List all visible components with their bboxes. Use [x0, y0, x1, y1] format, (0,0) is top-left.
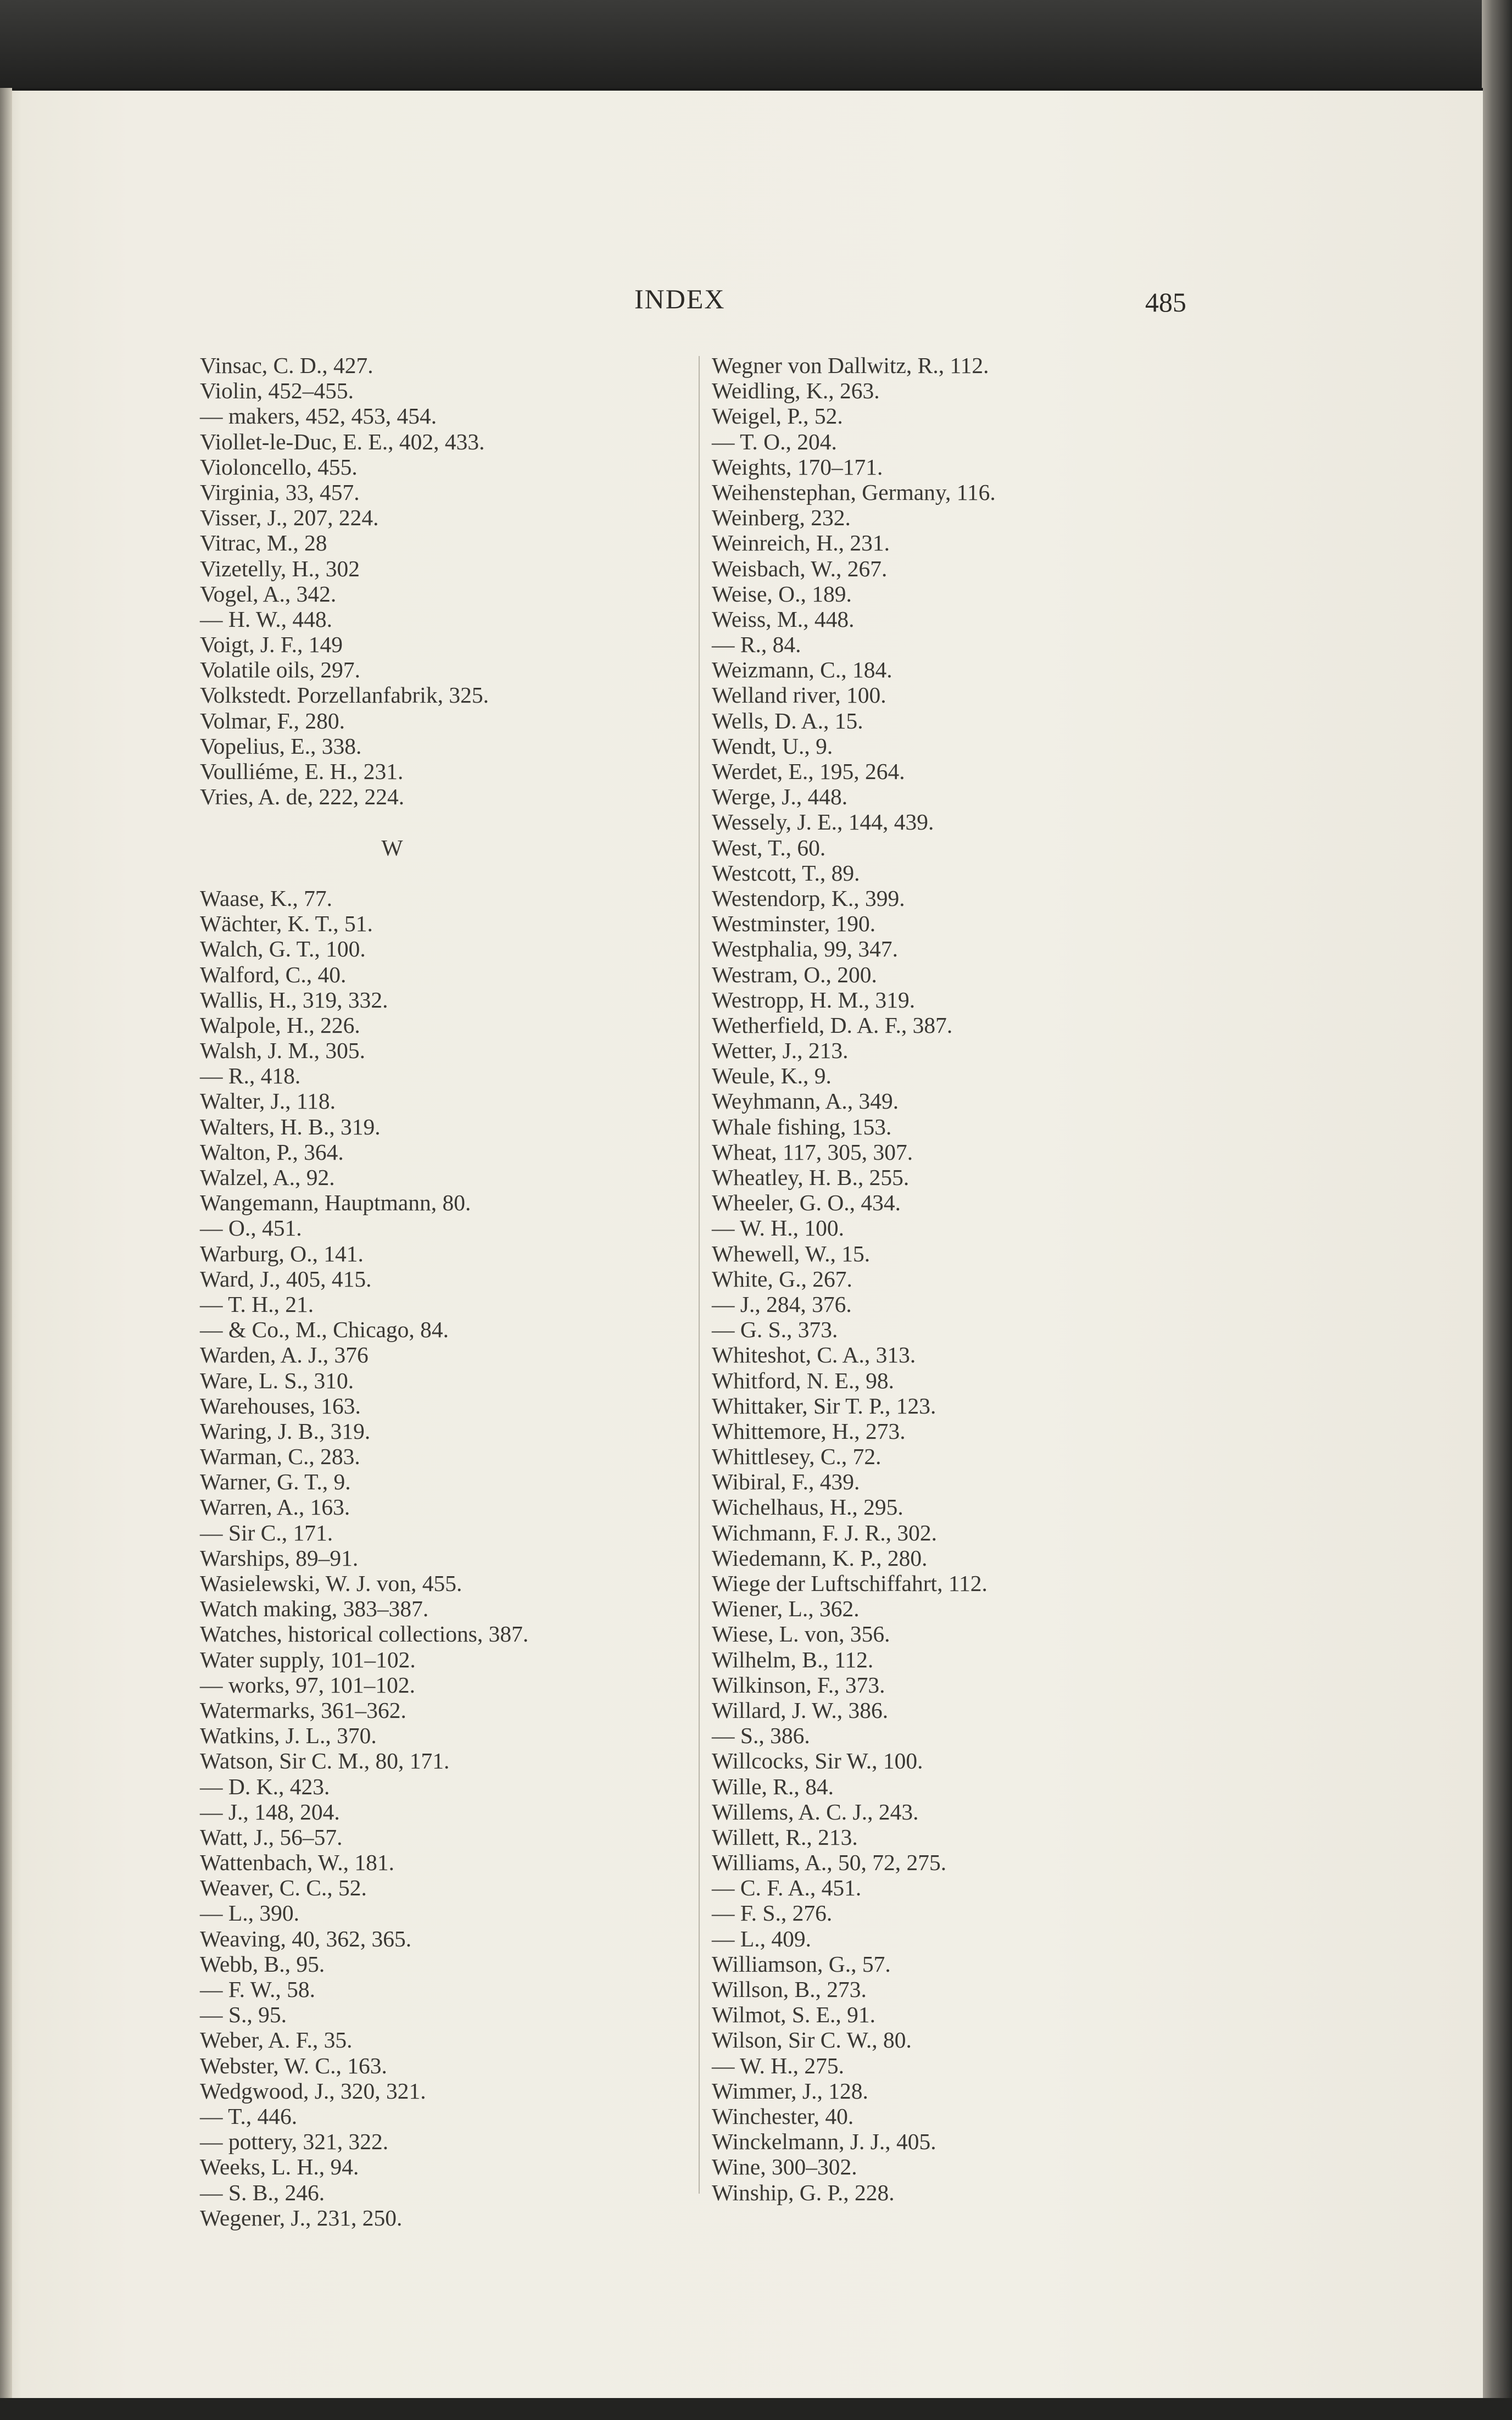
index-entry: — L., 409. [712, 1926, 811, 1951]
index-entry: — J., 148, 204. [200, 1799, 340, 1824]
index-entry: West, T., 60. [712, 835, 826, 860]
index-entry: Warehouses, 163. [200, 1393, 361, 1418]
index-entry: Werge, J., 448. [712, 784, 848, 810]
page-edges [1482, 0, 1512, 2420]
index-entry: — works, 97, 101–102. [200, 1672, 415, 1698]
index-entry: — O., 451. [200, 1215, 302, 1241]
index-entry: Violoncello, 455. [200, 454, 358, 480]
index-entry: Weisbach, W., 267. [712, 555, 888, 581]
index-entry: Voigt, J. F., 149 [200, 632, 343, 658]
column-divider [699, 356, 700, 2194]
index-entry: — makers, 452, 453, 454. [200, 403, 437, 429]
index-entry: Voulliéme, E. H., 231. [200, 759, 404, 784]
index-entry: Wegner von Dallwitz, R., 112. [712, 353, 989, 378]
index-entry: — T. H., 21. [200, 1291, 314, 1317]
index-entry: Walzel, A., 92. [200, 1165, 335, 1190]
index-entry: Virginia, 33, 457. [200, 479, 360, 505]
index-entry: Westphalia, 99, 347. [712, 936, 898, 962]
index-entry: Warman, C., 283. [200, 1444, 360, 1470]
index-entry: — C. F. A., 451. [712, 1875, 862, 1901]
index-entry: Volmar, F., 280. [200, 708, 345, 733]
index-entry: — R., 418. [200, 1063, 301, 1089]
index-entry: Wilkinson, F., 373. [712, 1672, 885, 1698]
index-entry: Willard, J. W., 386. [712, 1697, 889, 1723]
index-entry: — R., 84. [712, 632, 801, 658]
index-entry: Warren, A., 163. [200, 1494, 350, 1520]
index-entry: Watt, J., 56–57. [200, 1824, 343, 1850]
index-entry: Willson, B., 273. [712, 1977, 867, 2002]
index-entry: Wilmot, S. E., 91. [712, 2002, 876, 2028]
index-entry: Walch, G. T., 100. [200, 936, 366, 962]
index-entry: Weights, 170–171. [712, 454, 883, 480]
index-entry: Wimmer, J., 128. [712, 2078, 868, 2104]
index-entry: Willems, A. C. J., 243. [712, 1799, 919, 1824]
index-entry: Weyhmann, A., 349. [712, 1088, 899, 1114]
index-entry: Wheat, 117, 305, 307. [712, 1139, 913, 1165]
page-number: 485 [1145, 287, 1186, 318]
index-entry: Williams, A., 50, 72, 275. [712, 1850, 947, 1876]
index-entry: — S., 386. [712, 1723, 810, 1749]
index-entry: Wells, D. A., 15. [712, 708, 863, 733]
index-entry: Violin, 452–455. [200, 378, 354, 404]
book-cover-top [0, 0, 1512, 96]
index-entry: Wilhelm, B., 112. [712, 1646, 874, 1672]
index-column-right [712, 353, 1129, 2205]
index-entry: — L., 390. [200, 1900, 299, 1926]
index-entry: Walter, J., 118. [200, 1088, 336, 1114]
index-entry: Winchester, 40. [712, 2103, 854, 2129]
index-entry: Willcocks, Sir W., 100. [712, 1748, 923, 1774]
index-entry: Whiteshot, C. A., 313. [712, 1342, 916, 1368]
index-entry: Vizetelly, H., 302 [200, 555, 360, 581]
index-entry: Vries, A. de, 222, 224. [200, 784, 405, 810]
index-entry: — J., 284, 376. [712, 1291, 852, 1317]
index-entry: Walpole, H., 226. [200, 1012, 360, 1038]
index-entry: Weigel, P., 52. [712, 403, 843, 429]
index-entry: Weber, A. F., 35. [200, 2027, 353, 2053]
index-entry: Whittemore, H., 273. [712, 1418, 906, 1444]
index-entry: Wiedemann, K. P., 280. [712, 1545, 928, 1571]
index-entry: Walters, H. B., 319. [200, 1114, 381, 1139]
index-entry: Walsh, J. M., 305. [200, 1038, 365, 1064]
index-entry: Williamson, G., 57. [712, 1951, 891, 1977]
index-entry: — & Co., M., Chicago, 84. [200, 1317, 449, 1343]
index-entry: — G. S., 373. [712, 1317, 838, 1343]
index-entry: Whittaker, Sir T. P., 123. [712, 1393, 936, 1418]
index-entry: Wetherfield, D. A. F., 387. [712, 1012, 953, 1038]
index-entry: Visser, J., 207, 224. [200, 505, 379, 531]
index-entry: Vinsac, C. D., 427. [200, 353, 373, 378]
index-entry: — pottery, 321, 322. [200, 2129, 389, 2155]
index-entry: — F. S., 276. [712, 1900, 833, 1926]
index-entry: Wine, 300–302. [712, 2154, 857, 2180]
index-entry: Watson, Sir C. M., 80, 171. [200, 1748, 450, 1774]
section-letter-heading: W [381, 835, 403, 860]
index-entry: Warner, G. T., 9. [200, 1469, 351, 1495]
index-entry: Warburg, O., 141. [200, 1240, 364, 1266]
index-entry: Water supply, 101–102. [200, 1646, 416, 1672]
index-entry: Weiss, M., 448. [712, 606, 855, 632]
index-entry: Weaver, C. C., 52. [200, 1875, 367, 1901]
index-entry: Weihenstephan, Germany, 116. [712, 479, 996, 505]
index-entry: Weidling, K., 263. [712, 378, 880, 404]
index-entry: Wegener, J., 231, 250. [200, 2205, 403, 2230]
index-entry: Watermarks, 361–362. [200, 1697, 406, 1723]
index-entry: — H. W., 448. [200, 606, 332, 632]
index-entry: Watches, historical collections, 387. [200, 1621, 529, 1647]
index-entry: Walton, P., 364. [200, 1139, 344, 1165]
index-entry: — W. H., 100. [712, 1215, 844, 1241]
index-entry: — Sir C., 171. [200, 1520, 333, 1545]
index-entry: — T. O., 204. [712, 429, 837, 454]
index-entry: Westropp, H. M., 319. [712, 987, 916, 1012]
index-entry: Wille, R., 84. [712, 1773, 834, 1799]
index-entry: Viollet-le-Duc, E. E., 402, 433. [200, 429, 485, 454]
index-entry: — S. B., 246. [200, 2179, 325, 2205]
index-entry: Wessely, J. E., 144, 439. [712, 809, 934, 835]
index-entry: Welland river, 100. [712, 682, 886, 708]
index-entry: Winckelmann, J. J., 405. [712, 2129, 936, 2155]
index-entry: Volkstedt. Porzellanfabrik, 325. [200, 682, 489, 708]
index-entry: Waring, J. B., 319. [200, 1418, 371, 1444]
index-entry: Warden, A. J., 376 [200, 1342, 369, 1368]
index-entry: Warships, 89–91. [200, 1545, 359, 1571]
index-entry: — D. K., 423. [200, 1773, 330, 1799]
index-entry: Wilson, Sir C. W., 80. [712, 2027, 912, 2053]
index-entry: — S., 95. [200, 2002, 287, 2028]
index-entry: Weinreich, H., 231. [712, 530, 890, 556]
index-entry: Watch making, 383–387. [200, 1596, 429, 1622]
index-entry: Westcott, T., 89. [712, 860, 860, 886]
index-entry: Wasielewski, W. J. von, 455. [200, 1571, 462, 1596]
page-title: INDEX [634, 283, 726, 314]
index-entry: Whale fishing, 153. [712, 1114, 892, 1139]
index-entry: Westram, O., 200. [712, 961, 877, 987]
index-entry: Walford, C., 40. [200, 961, 347, 987]
index-entry: Weise, O., 189. [712, 581, 852, 607]
book-cover-bottom [0, 2398, 1512, 2420]
index-entry: Waase, K., 77. [200, 885, 332, 911]
index-entry: Wiese, L. von, 356. [712, 1621, 890, 1647]
index-entry: Wheatley, H. B., 255. [712, 1165, 910, 1190]
spine-shadow [0, 88, 12, 2398]
index-entry: Wiener, L., 362. [712, 1596, 860, 1622]
index-entry: Wheeler, G. O., 434. [712, 1190, 901, 1216]
blank-line [200, 809, 672, 835]
index-entry: Whittlesey, C., 72. [712, 1444, 881, 1470]
index-entry: Weizmann, C., 184. [712, 657, 892, 683]
index-column-left [200, 353, 672, 2230]
index-entry: Wetter, J., 213. [712, 1038, 849, 1064]
blank-line [200, 860, 672, 886]
index-entry: Westminster, 190. [712, 911, 876, 937]
index-entry: Vogel, A., 342. [200, 581, 337, 607]
page-header [0, 277, 1483, 321]
index-entry: Wattenbach, W., 181. [200, 1850, 394, 1876]
index-entry: Wichelhaus, H., 295. [712, 1494, 903, 1520]
index-entry: Wedgwood, J., 320, 321. [200, 2078, 426, 2104]
index-entry: Vopelius, E., 338. [200, 733, 362, 759]
index-entry: Wangemann, Hauptmann, 80. [200, 1190, 471, 1216]
index-entry: Wibiral, F., 439. [712, 1469, 860, 1495]
index-entry: Weule, K., 9. [712, 1063, 832, 1089]
index-entry: Ward, J., 405, 415. [200, 1266, 372, 1292]
index-entry: Wendt, U., 9. [712, 733, 833, 759]
index-entry: Whitford, N. E., 98. [712, 1367, 894, 1393]
index-entry: Webb, B., 95. [200, 1951, 325, 1977]
index-entry: Wächter, K. T., 51. [200, 911, 373, 937]
index-entry: — W. H., 275. [712, 2052, 844, 2078]
index-entry: Vitrac, M., 28 [200, 530, 327, 556]
index-entry: Weaving, 40, 362, 365. [200, 1926, 412, 1951]
index-entry: White, G., 267. [712, 1266, 852, 1292]
index-entry: — T., 446. [200, 2103, 298, 2129]
index-entry: Wiege der Luftschiffahrt, 112. [712, 1571, 987, 1596]
index-entry: Weinberg, 232. [712, 505, 851, 531]
index-entry: Whewell, W., 15. [712, 1240, 871, 1266]
index-entry: Winship, G. P., 228. [712, 2179, 895, 2205]
index-entry: Weeks, L. H., 94. [200, 2154, 359, 2180]
index-entry: Werdet, E., 195, 264. [712, 759, 905, 784]
index-entry: Webster, W. C., 163. [200, 2052, 387, 2078]
index-entry: — F. W., 58. [200, 1977, 315, 2002]
index-entry: Volatile oils, 297. [200, 657, 361, 683]
index-entry: Westendorp, K., 399. [712, 885, 905, 911]
index-entry: Watkins, J. L., 370. [200, 1723, 377, 1749]
index-entry: Willett, R., 213. [712, 1824, 858, 1850]
index-entry: Wallis, H., 319, 332. [200, 987, 388, 1012]
index-entry: Wichmann, F. J. R., 302. [712, 1520, 937, 1545]
index-entry: Ware, L. S., 310. [200, 1367, 354, 1393]
